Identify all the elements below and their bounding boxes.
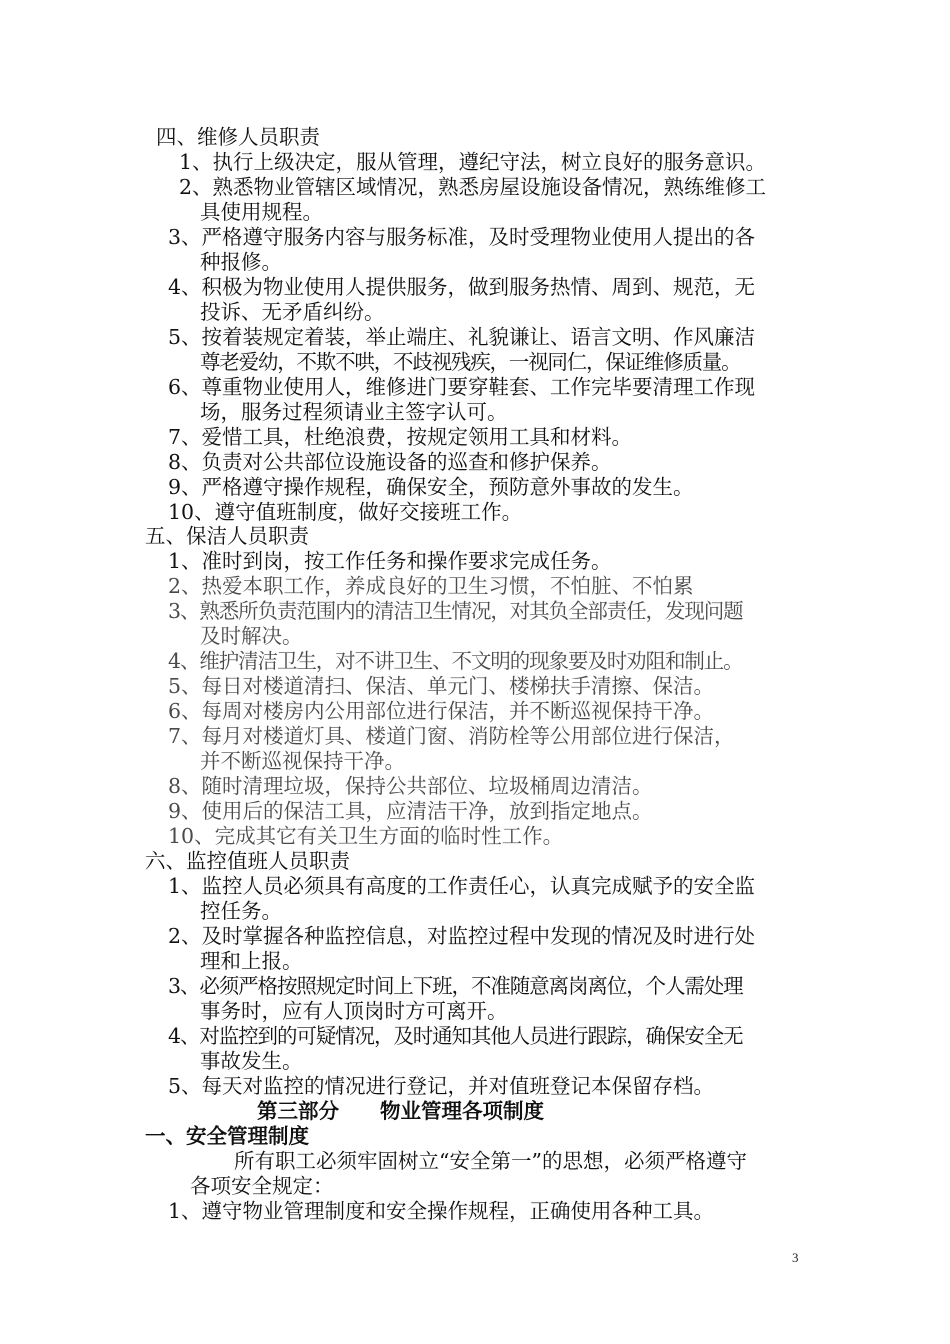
list-item: 3、必须严格按照规定时间上下班，不准随意离岗离位，个人需处理 xyxy=(168,974,743,998)
list-item: 2、热爱本职工作，养成良好的卫生习惯，不怕脏、不怕累 xyxy=(168,574,694,598)
list-item: 4、维护清洁卫生，对不讲卫生、不文明的现象要及时劝阻和制止。 xyxy=(168,649,743,673)
list-item-continuation: 尊老爱幼，不欺不哄，不歧视残疾，一视同仁，保证维修质量。 xyxy=(200,350,741,374)
list-item-continuation: 并不断巡视保持干净。 xyxy=(200,749,405,773)
list-item: 5、每天对监控的情况进行登记，并对值班登记本保留存档。 xyxy=(168,1074,715,1098)
part-heading: 第三部分 物业管理各项制度 xyxy=(257,1099,544,1123)
list-item: 7、爱惜工具，杜绝浪费，按规定领用工具和材料。 xyxy=(168,425,633,449)
list-item: 1、遵守物业管理制度和安全操作规程，正确使用各种工具。 xyxy=(168,1199,715,1223)
list-item-continuation: 及时解决。 xyxy=(200,624,303,648)
list-item: 6、每周对楼房内公用部位进行保洁，并不断巡视保持干净。 xyxy=(168,699,715,723)
list-item: 4、积极为物业使用人提供服务，做到服务热情、周到、规范，无 xyxy=(168,275,756,299)
list-item: 9、使用后的保洁工具，应清洁干净，放到指定地点。 xyxy=(168,799,653,823)
list-item: 2、熟悉物业管辖区域情况，熟悉房屋设施设备情况，熟练维修工 xyxy=(179,175,767,199)
list-item-continuation: 控任务。 xyxy=(200,899,282,923)
section-title: 六、监控值班人员职责 xyxy=(145,849,350,873)
list-item: 7、每月对楼道灯具、楼道门窗、消防栓等公用部位进行保洁， xyxy=(168,724,735,748)
list-item: 5、按着装规定着装，举止端庄、礼貌谦让、语言文明、作风廉洁 xyxy=(168,325,756,349)
list-item-continuation: 种报修。 xyxy=(200,250,282,274)
list-item: 3、熟悉所负责范围内的清洁卫生情况，对其负全部责任，发现问题 xyxy=(168,599,743,623)
list-item-continuation: 事故发生。 xyxy=(200,1049,303,1073)
list-item: 2、及时掌握各种监控信息，对监控过程中发现的情况及时进行处 xyxy=(168,924,756,948)
page-number: 3 xyxy=(792,1250,799,1265)
list-item: 9、严格遵守操作规程，确保安全，预防意外事故的发生。 xyxy=(168,475,694,499)
paragraph-line: 所有职工必须牢固树立“安全第一”的思想，必须严格遵守 xyxy=(234,1149,747,1173)
list-item-continuation: 事务时，应有人顶岗时方可离开。 xyxy=(200,999,508,1023)
list-item: 1、监控人员必须具有高度的工作责任心，认真完成赋予的安全监 xyxy=(168,874,756,898)
list-item-continuation: 投诉、无矛盾纠纷。 xyxy=(200,300,385,324)
section-title: 四、维修人员职责 xyxy=(156,125,320,149)
list-item: 1、准时到岗，按工作任务和操作要求完成任务。 xyxy=(168,549,612,573)
section-title: 五、保洁人员职责 xyxy=(145,524,309,548)
list-item-continuation: 场，服务过程须请业主签字认可。 xyxy=(200,400,508,424)
list-item: 4、对监控到的可疑情况，及时通知其他人员进行跟踪，确保安全无 xyxy=(168,1024,743,1048)
list-item: 8、随时清理垃圾，保持公共部位、垃圾桶周边清洁。 xyxy=(168,774,653,798)
list-item: 10、完成其它有关卫生方面的临时性工作。 xyxy=(168,824,564,848)
list-item: 3、严格遵守服务内容与服务标准，及时受理物业使用人提出的各 xyxy=(168,225,756,249)
list-item-continuation: 理和上报。 xyxy=(200,949,303,973)
list-item: 10、遵守值班制度，做好交接班工作。 xyxy=(168,500,523,524)
list-item-continuation: 具使用规程。 xyxy=(200,200,323,224)
section-title: 一、安全管理制度 xyxy=(145,1124,309,1148)
list-item: 6、尊重物业使用人，维修进门要穿鞋套、工作完毕要清理工作现 xyxy=(168,375,756,399)
list-item: 5、每日对楼道清扫、保洁、单元门、楼梯扶手清擦、保洁。 xyxy=(168,674,715,698)
list-item: 8、负责对公共部位设施设备的巡查和修护保养。 xyxy=(168,450,612,474)
list-item: 1、执行上级决定，服从管理，遵纪守法，树立良好的服务意识。 xyxy=(179,150,767,174)
paragraph-line: 各项安全规定： xyxy=(190,1174,334,1198)
